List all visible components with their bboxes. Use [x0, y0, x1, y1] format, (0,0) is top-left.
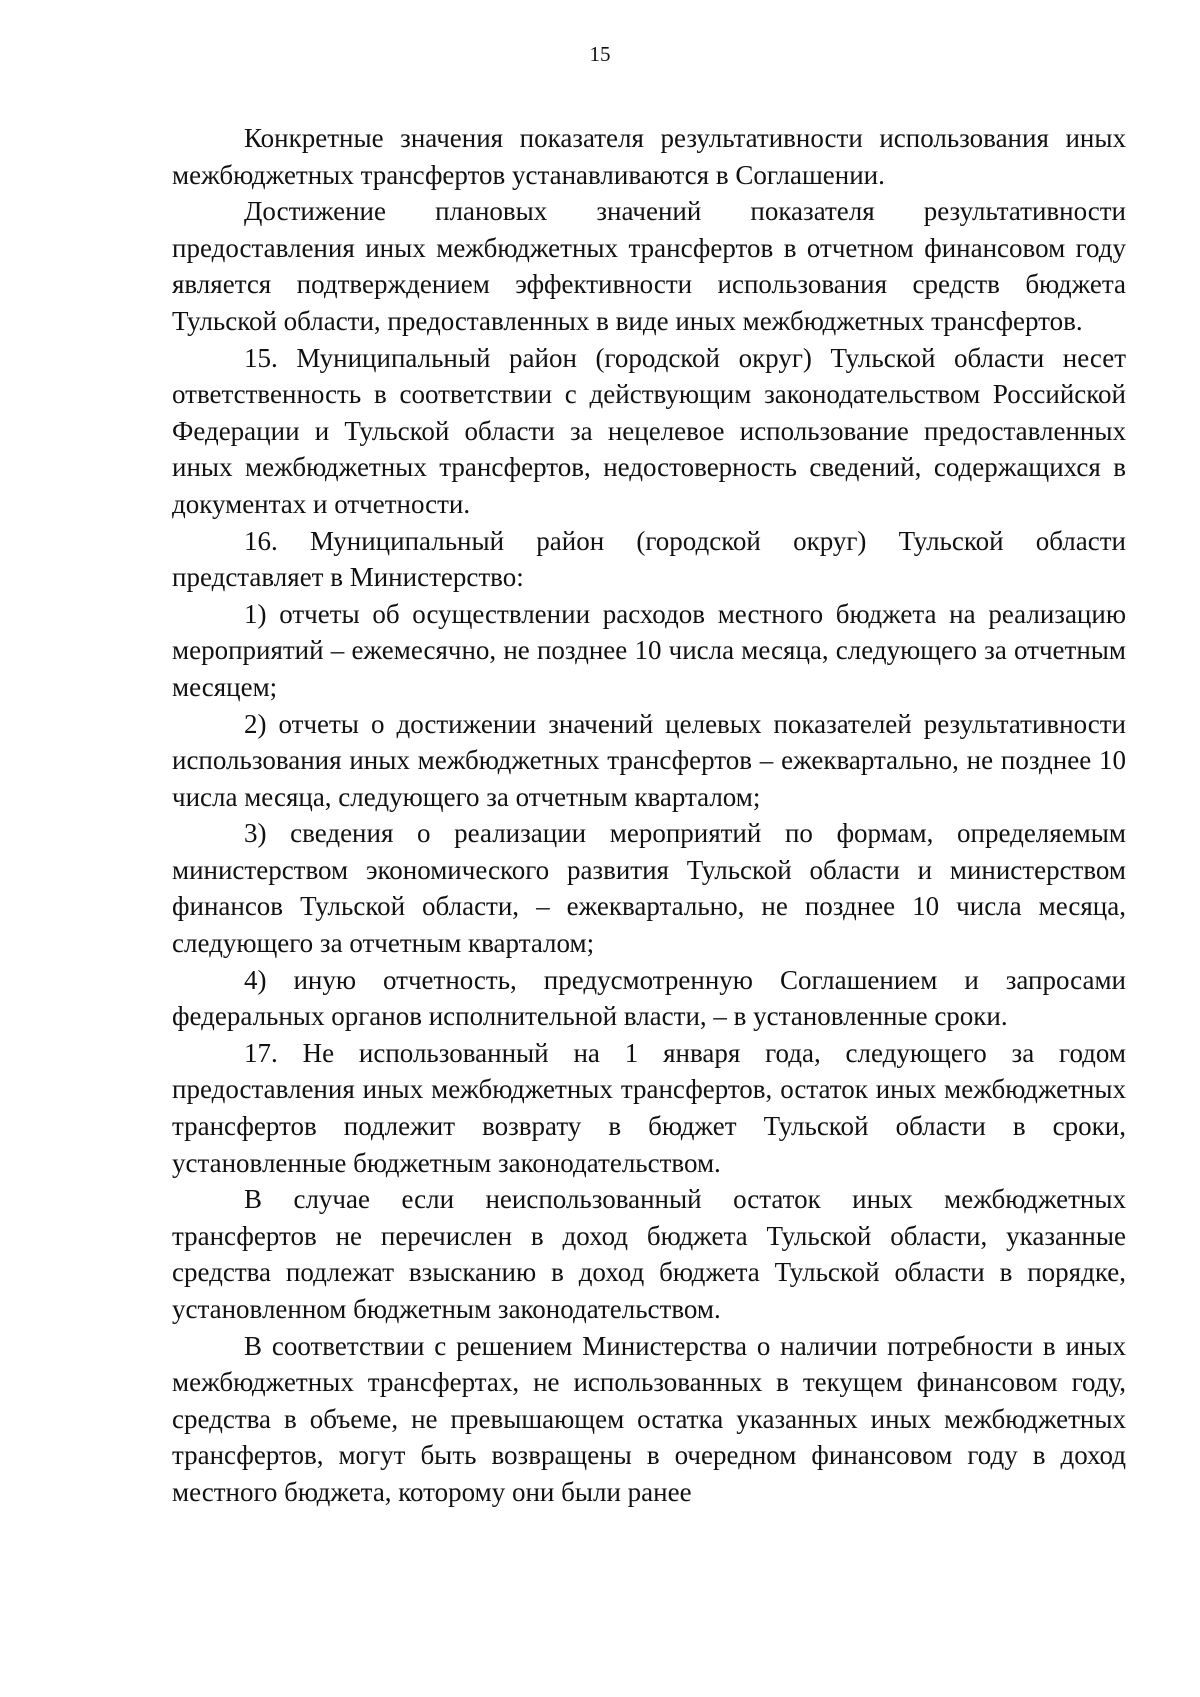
paragraph-clause-17: 17. Не использованный на 1 января года, следующего за годом предоставления иных межбюджетных трансфертов, остаток иных межбюджетных трансфертов подлежит возврату в бюджет Тульской области в сроки, установленные бюджетным законодательством. [172, 1037, 1126, 1178]
paragraph-clause-15: 15. Муниципальный район (городской округ) Тульской области несет ответственность в соответствии с действующим законодательством Российской Федерации и Тульской области за нецелевое использование предоставленных иных межбюджетных трансфертов, недостоверность сведений, содержащихся в документах и отчетности. [172, 342, 1126, 519]
paragraph-achievement: Достижение плановых значений показателя результативности предоставления иных межбюджетных трансфертов в отчетном финансовом году является подтверждением эффективности использования средств бюджета Тульской области, предоставленных в виде иных межбюджетных трансфертов. [172, 196, 1126, 336]
paragraph-ministry-decision: В соответствии с решением Министерства о наличии потребности в иных межбюджетных трансфертах, не использованных в текущем финансовом году, средства в объеме, не превышающем остатка указанных иных межбюджетных трансфертов, могут быть возвращены в очередном финансовом году в доход местного бюджета, которому они были ранее [172, 1330, 1126, 1507]
list-item-3: 3) сведения о реализации мероприятий по формам, определяемым министерством экономического развития Тульской области и министерством финансов Тульской области, – ежеквартально, не позднее 10 числа месяца, следующего за отчетным кварталом; [172, 818, 1126, 959]
page-number: 15 [589, 42, 611, 66]
paragraph-clause-16: 16. Муниципальный район (городской округ) Тульской области представляет в Министерство: [172, 525, 1126, 593]
list-item-1: 1) отчеты об осуществлении расходов местного бюджета на реализацию мероприятий – ежемесячно, не позднее 10 числа месяца, следующего за отчетным месяцем; [172, 598, 1126, 702]
list-item-4: 4) иную отчетность, предусмотренную Соглашением и запросами федеральных органов исполнительной власти, – в установленные сроки. [172, 964, 1126, 1032]
paragraph-indicator-values: Конкретные значения показателя результативности использования иных межбюджетных трансфертов устанавливаются в Соглашении. [172, 123, 1126, 190]
paragraph-unused-balance: В случае если неиспользованный остаток иных межбюджетных трансфертов не перечислен в доход бюджета Тульской области, указанные средства подлежат взысканию в доход бюджета Тульской области в порядке, установленном бюджетным законодательством. [172, 1184, 1126, 1324]
document-body [172, 120, 1126, 1511]
list-item-2: 2) отчеты о достижении значений целевых показателей результативности использования иных межбюджетных трансфертов – ежеквартально, не позднее 10 числа месяца, следующего за отчетным кварталом; [172, 708, 1126, 812]
